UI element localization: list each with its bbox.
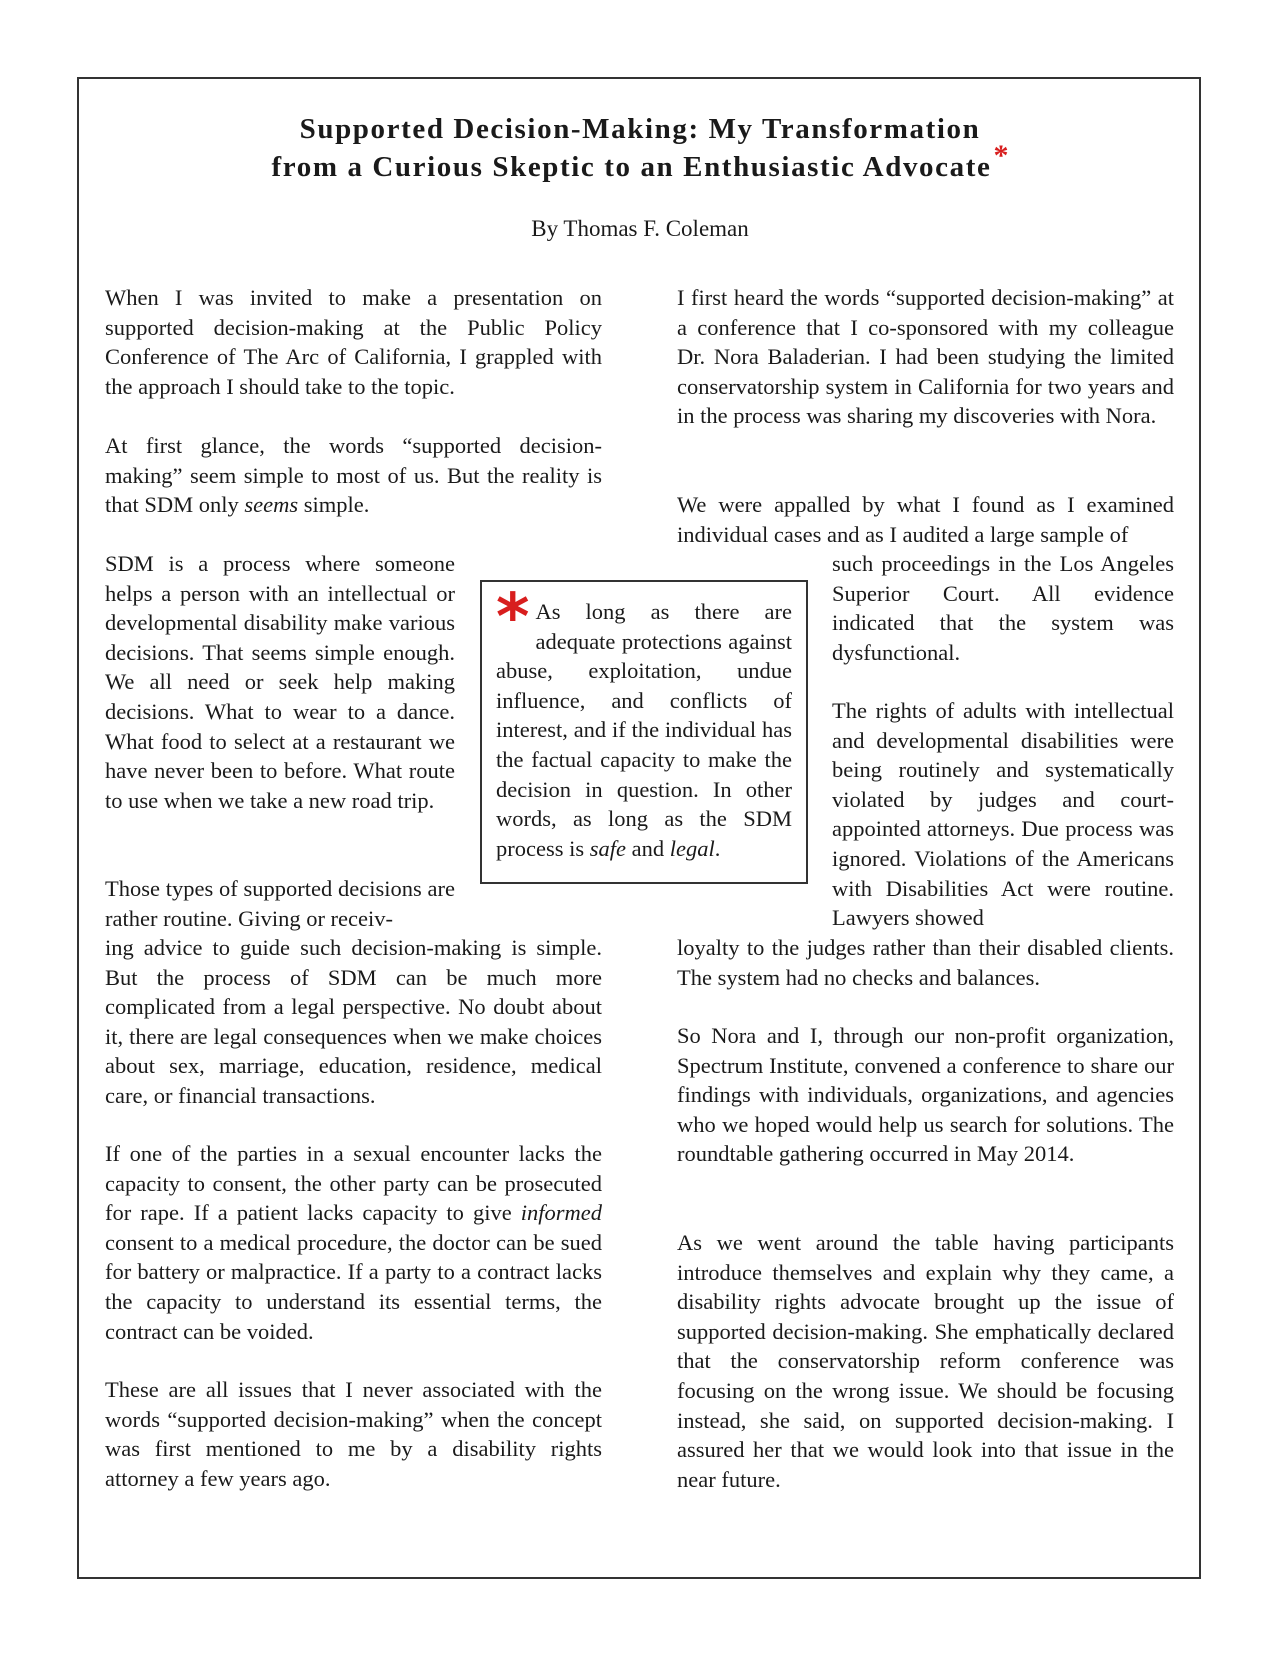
emphasis-informed: informed — [520, 1200, 602, 1226]
right-paragraph-2-start: We were appalled by what I found as I examined individual cases and as I audited a large sample of — [677, 492, 1174, 547]
title-line-1: Supported Decision-Making: My Transformation — [299, 113, 981, 145]
left-paragraph-4-end: ing advice to guide such decision-making is simple. But the process of SDM can be much more complicated from a legal perspective. No doubt about it, there are legal consequences when we make choices about sex, marriage, education, residence, medical care, or financial transactions. — [105, 935, 602, 1108]
right-paragraph-3-start: The rights of adults with intellectual and developmental disabilities were being routinely and systematically violated by judges and court-appointed attorneys. Due process was ignored. Violations of the Americans with Disabilities Act were routine. Lawyers showed — [832, 698, 1174, 931]
right-paragraph-1: I first heard the words “supported decision-making” at a conference that I co-sponsored with my colleague Dr. Nora Baladerian. I had been studying the limited conservatorship system in California for two years and in the process was sharing my discoveries with Nora. — [677, 285, 1174, 429]
callout-text: As long as there are adequate protections against abuse, exploitation, undue influence, and conflicts of interest, and if the individual has the factual capacity to make the decision in question. In other words, as long as the SDM process is safe and legal. — [496, 599, 792, 861]
left-paragraph-1: When I was invited to make a presentation on supported decision-making at the Public Policy Conference of The Arc of California, I grappled with the approach I should take to the topic. — [105, 285, 602, 399]
article-title — [0, 110, 1280, 186]
left-paragraph-6: These are all issues that I never associated with the words “supported decision-making” when the concept was first mentioned to me by a disability rights attorney a few years ago. — [105, 1377, 602, 1491]
byline: By Thomas F. Coleman — [531, 216, 749, 241]
right-paragraph-2-end: such proceedings in the Los Angeles Superior Court. All evidence indicated that the system was dysfunctional. — [832, 551, 1174, 665]
callout-box — [480, 580, 808, 884]
right-paragraph-4: So Nora and I, through our non-profit organization, Spectrum Institute, convened a conference to share our findings with individuals, organizations, and agencies who we hoped would help us search for solutions. The roundtable gathering occurred in May 2014. — [677, 1023, 1174, 1167]
title-line-2: from a Curious Skeptic to an Enthusiastic Advocate* — [271, 139, 1009, 183]
left-paragraph-5: If one of the parties in a sexual encounter lacks the capacity to consent, the other party can be prosecuted for rape. If a patient lacks capacity to give informed consent to a medical procedure, the doctor can be sued for battery or malpractice. If a party to a contract lacks the capacity to understand its essential terms, the contract can be voided. — [105, 1141, 602, 1344]
emphasis-legal: legal — [669, 835, 715, 861]
asterisk-icon: * — [496, 581, 530, 655]
footnote-asterisk: * — [993, 139, 1009, 173]
emphasis-safe: safe — [589, 835, 626, 861]
emphasis-seems: seems — [244, 492, 299, 518]
left-paragraph-4-start: Those types of supported decisions are rather routine. Giving or receiv- — [105, 876, 455, 931]
right-paragraph-3-end: loyalty to the judges rather than their disabled clients. The system had no checks and balances. — [677, 935, 1174, 990]
left-paragraph-2: At first glance, the words “supported decision-making” seem simple to most of us. But the reality is that SDM only seems simple. — [105, 433, 602, 518]
left-paragraph-3: SDM is a process where someone helps a person with an intellectual or developmental disability make various decisions. That seems simple enough. We all need or seek help making decisions. What to wear to a dance. What food to select at a restaurant we have never been to before. What route to use when we take a new road trip. — [105, 551, 455, 813]
right-paragraph-5: As we went around the table having participants introduce themselves and explain why they came, a disability rights advocate brought up the issue of supported decision-making. She emphatically declared that the conservatorship reform conference was focusing on the wrong issue. We should be focusing instead, she said, on supported decision-making. I assured her that we would look into that issue in the near future. — [677, 1230, 1174, 1492]
